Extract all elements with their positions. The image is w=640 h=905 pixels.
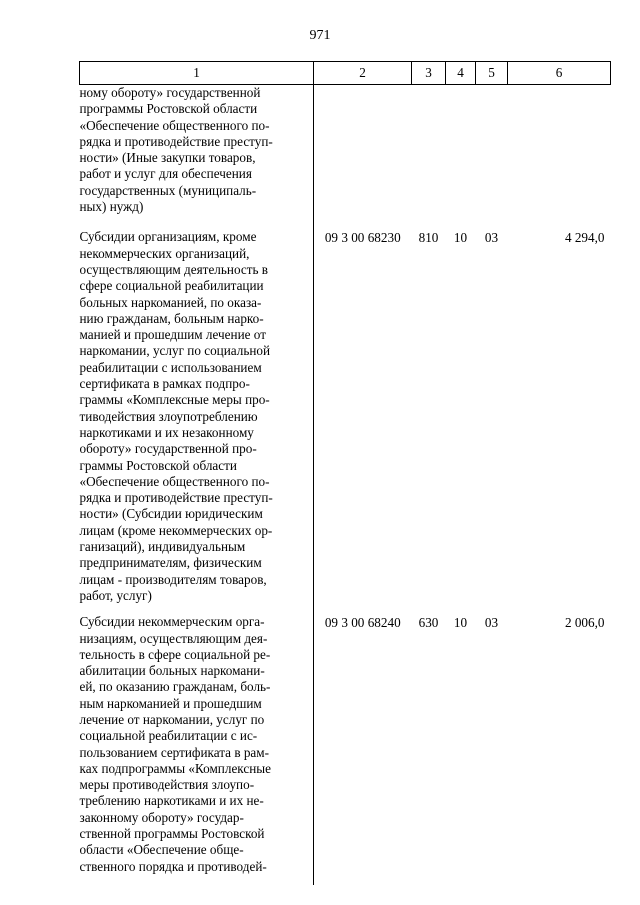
expense-type xyxy=(412,85,446,230)
table-row xyxy=(80,229,611,614)
section-code: 10 xyxy=(453,615,468,631)
table-row xyxy=(80,85,611,230)
amount xyxy=(508,85,611,230)
column-header: 2 xyxy=(314,62,412,85)
subsection-code: 03 xyxy=(484,615,499,631)
page-number: 971 xyxy=(309,28,331,43)
target-article: 09 3 00 68240 xyxy=(324,615,401,631)
row-description: ному обороту» государственной программы Ростовской области «Обеспечение общественного по- рядка и противодействие преступ- ности» (Иные закупки товаров, работ и услуг для обеспечения государственных (муниципаль- ных) нужд) xyxy=(80,85,314,230)
expense-type: 630 xyxy=(418,615,439,631)
row-description: Субсидии некоммерческим орга- низациям, осуществляющим дея- тельность в сфере социальной ре- абилитации больных наркомани- ей, по оказанию гражданам, боль- ным наркоманией и прошедшим лечение от наркомании, услуг по социальной реабилитации с ис- пользованием сертификата в рам- ках подпрограммы «Комплексные меры противодействия злоупо- треблению наркотиками и их не- законному обороту» государ- ственной программы Ростовской области «Обеспечение обще- ственного порядка и противодей- xyxy=(80,614,314,885)
amount: 2 006,0 xyxy=(564,615,605,631)
table-row xyxy=(80,614,611,885)
section-code xyxy=(446,85,476,230)
column-header: 3 xyxy=(412,62,446,85)
column-header: 5 xyxy=(476,62,508,85)
column-header: 4 xyxy=(446,62,476,85)
subsection-code xyxy=(476,85,508,230)
target-article xyxy=(314,85,412,230)
expense-type: 810 xyxy=(418,230,439,246)
row-description: Субсидии организациям, кроме некоммерческих организаций, осуществляющим деятельность в сфере социальной реабилитации больных наркоманией, по оказа- нию гражданам, больным нарко- манией и прошедшим лечение от наркомании, услуг по социальной реабилитации с использованием сертификата в рамках подпро- граммы «Комплексные меры про- тиводействия злоупотреблению наркотиками и их незаконному обороту» государственной про- граммы Ростовской области «Обеспечение общественного по- рядка и противодействие преступ- ности» (Субсидии юридическим лицам (кроме некоммерческих ор- ганизаций), индивидуальным предпринимателям, физическим лицам - производителям товаров, работ, услуг) xyxy=(80,229,314,614)
target-article: 09 3 00 68230 xyxy=(324,230,401,246)
section-code: 10 xyxy=(453,230,468,246)
budget-table xyxy=(79,61,611,885)
column-header: 1 xyxy=(80,62,314,85)
table-header-row xyxy=(80,62,611,85)
column-header: 6 xyxy=(508,62,611,85)
subsection-code: 03 xyxy=(484,230,499,246)
amount: 4 294,0 xyxy=(564,230,605,246)
